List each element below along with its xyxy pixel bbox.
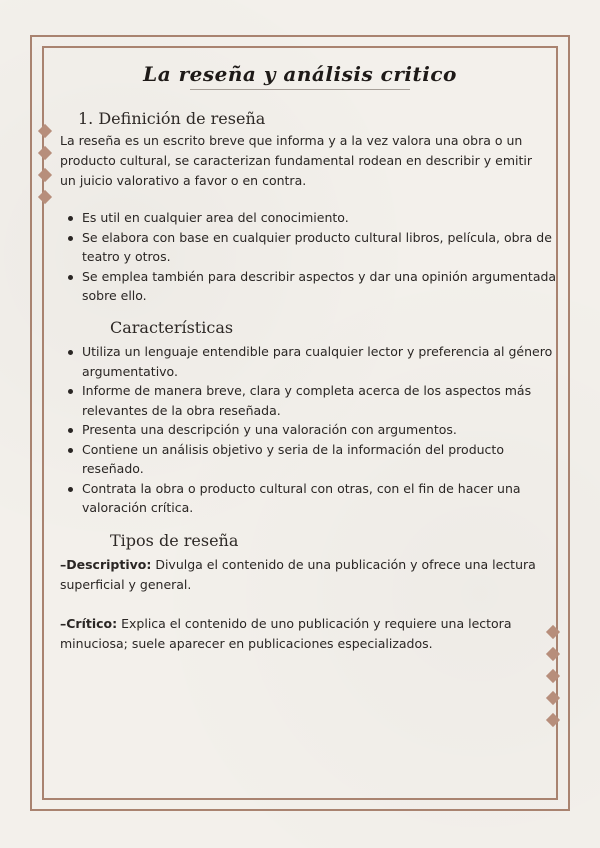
tipo-descriptivo bbox=[60, 555, 540, 595]
heading-caracteristicas: Características bbox=[110, 318, 234, 337]
diamond-icon bbox=[38, 124, 52, 138]
tipo-critico bbox=[60, 614, 540, 654]
definicion-paragraph: La reseña es un escrito breve que informa y a la vez valora una obra o un producto cultural, se caracterizan fundamental rodean en describir y emitir un juicio valorativo a favor o en contra. bbox=[60, 133, 532, 188]
list-item: Se emplea también para describir aspectos y dar una opinión argumentada sobre ello. bbox=[82, 267, 562, 306]
definicion-bullet-list bbox=[60, 208, 562, 306]
list-item: Contrata la obra o producto cultural con otras, con el fin de hacer una valoración crítica. bbox=[82, 479, 562, 518]
diamond-icon bbox=[38, 146, 52, 160]
type-term: –Crítico: bbox=[60, 616, 118, 631]
list-item: Informe de manera breve, clara y completa acerca de los aspectos más relevantes de la obra reseñada. bbox=[82, 381, 562, 420]
title-underline bbox=[190, 89, 410, 90]
diamond-icon bbox=[38, 168, 52, 182]
diamond-icon bbox=[38, 190, 52, 204]
list-item: Se elabora con base en cualquier producto cultural libros, película, obra de teatro y otros. bbox=[82, 228, 562, 267]
diamond-icon bbox=[546, 691, 560, 705]
diamond-icon bbox=[546, 669, 560, 683]
caracteristicas-bullet-list bbox=[60, 342, 562, 518]
heading-tipos: Tipos de reseña bbox=[110, 531, 239, 550]
list-item: Presenta una descripción y una valoración con argumentos. bbox=[82, 420, 562, 440]
diamond-icon bbox=[546, 647, 560, 661]
list-item: Utiliza un lenguaje entendible para cualquier lector y preferencia al género argumentativo. bbox=[82, 342, 562, 381]
page-title: La reseña y análisis critico bbox=[143, 62, 457, 86]
list-item: Es util en cualquier area del conocimiento. bbox=[82, 208, 562, 228]
type-description: Explica el contenido de uno publicación y requiere una lectora minuciosa; suele aparecer en publicaciones especializados. bbox=[60, 616, 512, 651]
type-description: Divulga el contenido de una publicación y ofrece una lectura superficial y general. bbox=[60, 557, 536, 592]
heading-definicion: 1. Definición de reseña bbox=[78, 109, 266, 128]
right-diamond-ornament bbox=[545, 627, 561, 737]
diamond-icon bbox=[546, 625, 560, 639]
diamond-icon bbox=[546, 713, 560, 727]
type-term: –Descriptivo: bbox=[60, 557, 152, 572]
left-diamond-ornament bbox=[37, 126, 53, 214]
list-item: Contiene un análisis objetivo y seria de la información del producto reseñado. bbox=[82, 440, 562, 479]
